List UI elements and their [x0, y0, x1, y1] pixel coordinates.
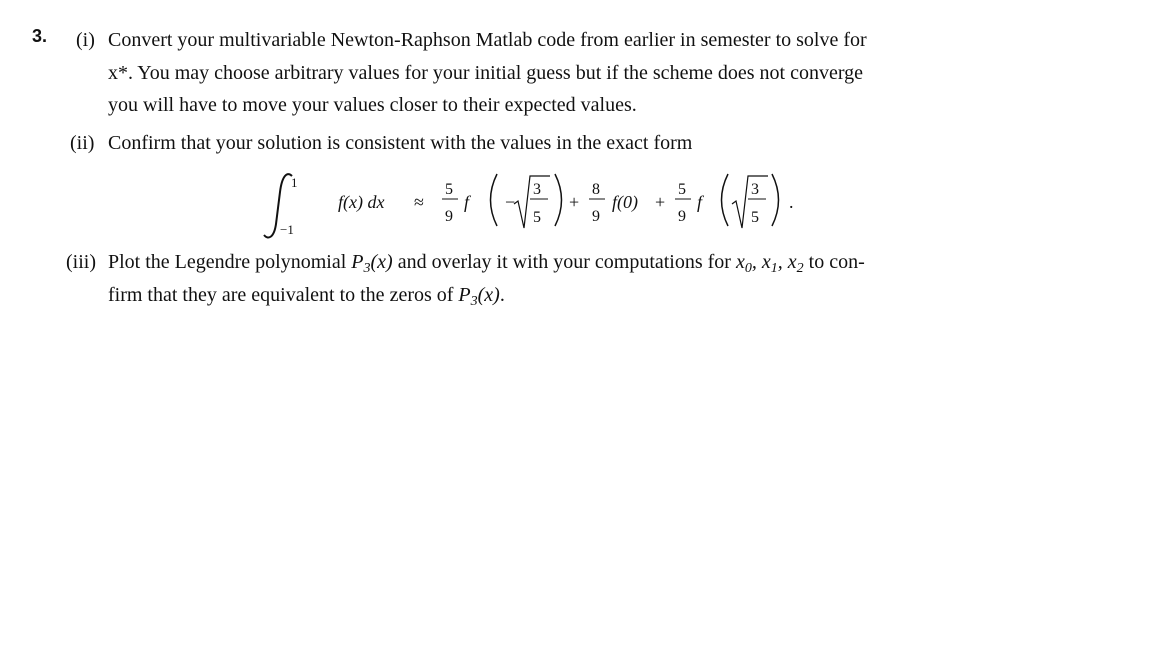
part-iii-line-2 — [108, 279, 505, 318]
sqrt-sign-1 — [514, 176, 550, 228]
function-f-3: f — [697, 192, 703, 212]
right-paren-1 — [555, 174, 562, 226]
sqrt-1-numerator: 3 — [533, 181, 541, 198]
part-ii-line-1: Confirm that your solution is consistent with the values in the exact form — [108, 132, 693, 154]
left-paren-2 — [722, 174, 729, 226]
right-paren-2 — [772, 174, 779, 226]
fraction-3-numerator: 5 — [678, 181, 686, 198]
negative-sign: − — [505, 192, 516, 212]
integrand: f(x) dx — [338, 192, 385, 212]
integral-lower-limit: −1 — [280, 222, 294, 237]
fraction-1-numerator: 5 — [445, 181, 453, 198]
sqrt-2-numerator: 3 — [751, 181, 759, 198]
plus-sign-2: + — [655, 192, 666, 212]
x-variables: $x_0$, $x_1$, $x_2$ — [735, 251, 804, 276]
part-iii-text-b: and overlay it with your computations for — [392, 251, 736, 273]
fraction-1-denominator: 9 — [445, 208, 453, 225]
sqrt-2-denominator: 5 — [751, 209, 759, 226]
part-i-line-1: Convert your multivariable Newton-Raphson Matlab code from earlier in semester to solve for — [108, 29, 867, 51]
fraction-3-denominator: 9 — [678, 208, 686, 225]
fraction-2-numerator: 8 — [592, 181, 600, 198]
sqrt-1-denominator: 5 — [533, 209, 541, 226]
part-iii-label: (iii) — [66, 251, 96, 273]
part-i-line-3: you will have to move your values closer to their expected values. — [108, 94, 637, 116]
part-i-line-2: x*. You may choose arbitrary values for your initial guess but if the scheme does not converge — [108, 62, 864, 84]
question-number: 3. — [32, 26, 48, 46]
formula-period: . — [789, 192, 794, 212]
function-f-1: f — [464, 192, 470, 212]
part-ii-label: (ii) — [70, 132, 95, 154]
integral-upper-limit: 1 — [291, 175, 298, 190]
part-iii-text-c: to con- — [803, 251, 865, 273]
part-iii-text-e: . — [499, 284, 505, 306]
plus-sign-1: + — [569, 192, 580, 212]
function-f-of-zero: f(0) — [612, 192, 638, 212]
left-paren-1 — [491, 174, 498, 226]
part-iii-text-a: Plot the Legendre polynomial — [108, 251, 352, 273]
p3-symbol-2: $P_3(x)$ — [458, 284, 500, 309]
sqrt-sign-2 — [732, 176, 768, 228]
fraction-2-denominator: 9 — [592, 208, 600, 225]
p3-symbol: $P_3(x)$ — [351, 251, 393, 276]
approx-sign: ≈ — [414, 192, 424, 212]
part-i-label: (i) — [76, 29, 95, 51]
part-iii-text-d: firm that they are equivalent to the zeros of — [108, 284, 459, 306]
